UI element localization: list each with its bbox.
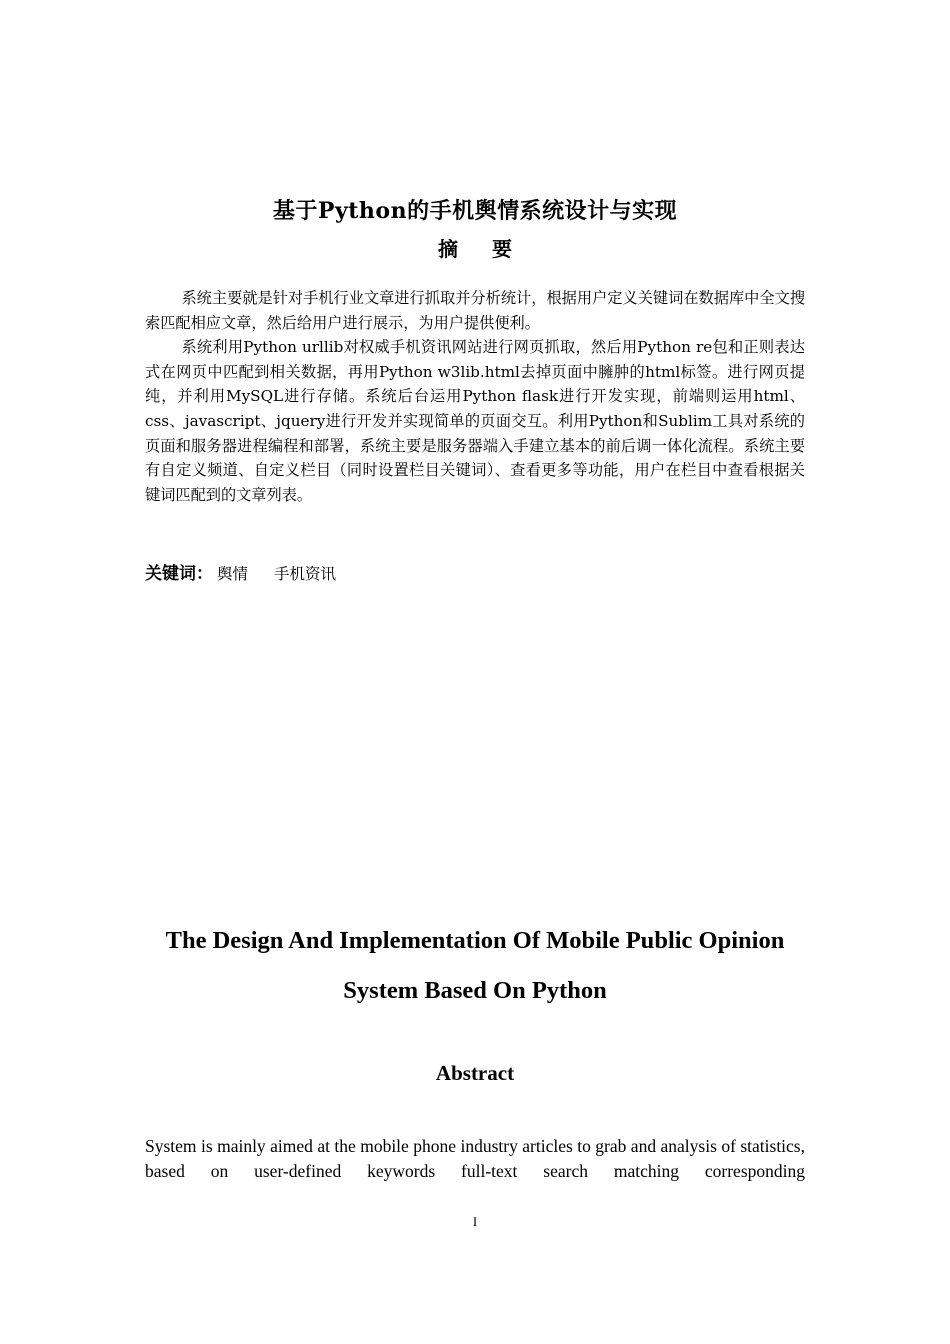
english-title bbox=[0, 916, 950, 1016]
english-abstract-body: System is mainly aimed at the mobile phone industry articles to grab and analysis of statistics, based on user-defined keywords full-text search matching corresponding bbox=[145, 1136, 805, 1181]
english-title-line-2: System Based On Python bbox=[343, 977, 607, 1004]
chinese-keywords bbox=[145, 561, 805, 588]
chinese-abstract-paragraph-1: 系统主要就是针对手机行业文章进行抓取并分析统计，根据用户定义关键词在数据库中全文搜索匹配相应文章，然后给用户进行展示，为用户提供便利。 bbox=[145, 289, 805, 332]
keyword-2: 手机资讯 bbox=[274, 565, 337, 583]
keywords-label: 关键词： bbox=[145, 564, 213, 584]
english-abstract-heading: Abstract bbox=[435, 1061, 515, 1085]
chinese-abstract-paragraph-2: 系统利用Python urllib对权威手机资讯网站进行网页抓取，然后用Python re包和正则表达式在网页中匹配到相关数据，再用Python w3lib.html去掉页面中臃肿的html标签。进行网页提纯，并利用MySQL进行存储。系统后台运用Python flask进行开发实现，前端则运用html、css、javascript、jquery进行开发并实现简单的页面交互。利用Python和Sublim工具对系统的页面和服务器进程编程和部署，系统主要是服务器端入手建立基本的前后调一体化流程。系统主要有自定义频道、自定义栏目（同时设置栏目关键词）、查看更多等功能，用户在栏目中查看根据关键词匹配到的文章列表。 bbox=[145, 338, 805, 504]
english-title-line-1: The Design And Implementation Of Mobile Public Opinion bbox=[165, 927, 785, 954]
chinese-title: 基于Python的手机舆情系统设计与实现 bbox=[272, 198, 678, 224]
chinese-abstract-body bbox=[145, 286, 805, 507]
page-number: I bbox=[472, 1214, 478, 1229]
keyword-1: 舆情 bbox=[217, 565, 249, 583]
chinese-abstract-heading: 摘要 bbox=[438, 237, 546, 261]
